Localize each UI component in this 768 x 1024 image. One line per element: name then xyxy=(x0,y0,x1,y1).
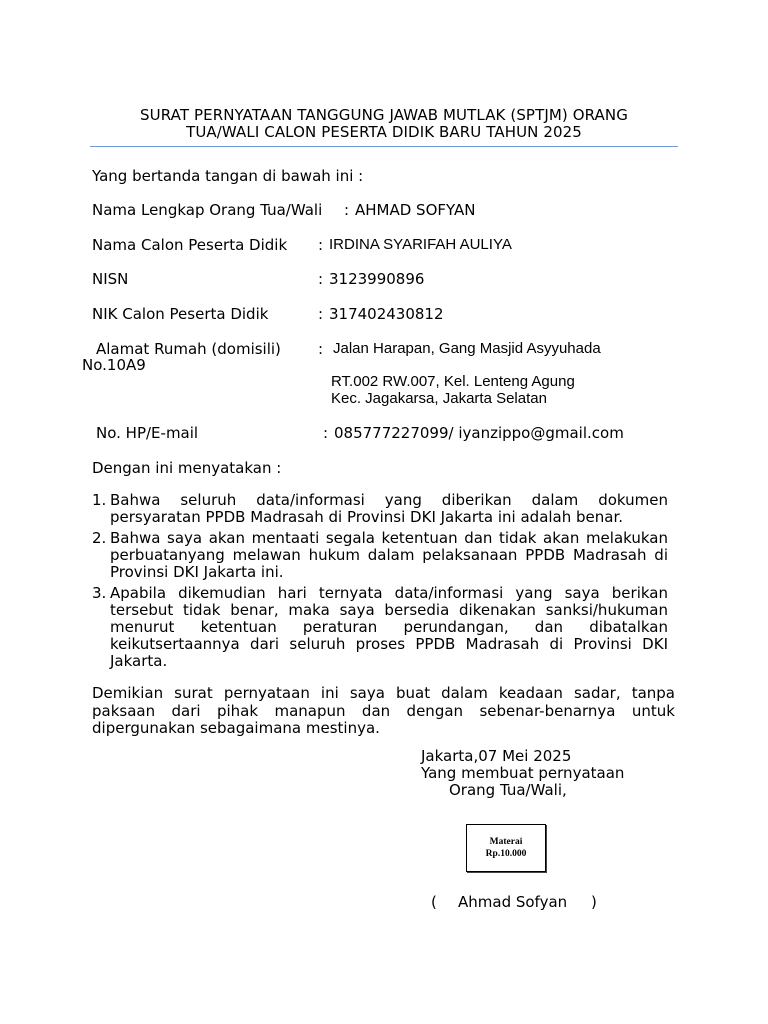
student-name-value: IRDINA SYARIFAH AULIYA xyxy=(329,236,512,253)
statement-number: 1. xyxy=(92,491,107,509)
materai-stamp-box xyxy=(466,824,546,872)
close-parenthesis: ) xyxy=(591,893,597,911)
contact-value: 085777227099/ iyanzippo@gmail.com xyxy=(334,424,624,442)
address-colon: : xyxy=(318,340,324,358)
address-label: Alamat Rumah (domisili) xyxy=(96,340,281,358)
statement-text: Apabila dikemudian hari ternyata data/informasi yang saya berikan tersebut tidak benar, maka saya bersedia dikenakan sanksi/hukuman menurut ketentuan peraturan perundangan, dan dibatalkan keikutsertaannya dari seluruh proses PPDB Madrasah di Provinsi DKI Jakarta. xyxy=(110,584,668,670)
parent-name-colon: : xyxy=(344,201,350,219)
statement-number: 3. xyxy=(92,584,107,602)
signer-title: Yang membuat pernyataan xyxy=(421,764,625,782)
statement-number: 2. xyxy=(92,529,107,547)
declaration-intro: Dengan ini menyatakan : xyxy=(92,459,282,477)
statement-text: Bahwa seluruh data/informasi yang diberikan dalam dokumen persyaratan PPDB Madrasah di Provinsi DKI Jakarta ini adalah benar. xyxy=(110,491,668,526)
nik-value: 317402430812 xyxy=(329,305,444,323)
title-line-2: TUA/WALI CALON PESERTA DIDIK BARU TAHUN 2025 xyxy=(186,123,582,141)
intro-text: Yang bertanda tangan di bawah ini : xyxy=(92,167,364,185)
nisn-colon: : xyxy=(318,270,324,288)
place-date: Jakarta,07 Mei 2025 xyxy=(421,747,572,765)
nik-colon: : xyxy=(318,305,324,323)
signer-name: Ahmad Sofyan xyxy=(458,893,568,911)
closing-paragraph: Demikian surat pernyataan ini saya buat dalam keadaan sadar, tanpa paksaan dari pihak manapun dan dengan sebenar-benarnya untuk dipergunakan sebagaimana mestinya. xyxy=(92,684,675,737)
nik-label: NIK Calon Peserta Didik xyxy=(92,305,269,323)
student-name-label: Nama Calon Peserta Didik xyxy=(92,236,288,254)
address-line-1: Jalan Harapan, Gang Masjid Asyyuhada xyxy=(333,340,601,357)
contact-label: No. HP/E-mail xyxy=(96,424,199,442)
statement-text: Bahwa saya akan mentaati segala ketentuan dan tidak akan melakukan perbuatanyang melawan hukum dalam pelaksanaan PPDB Madrasah di Provinsi DKI Jakarta ini. xyxy=(110,529,668,581)
contact-colon: : xyxy=(323,424,329,442)
document-title xyxy=(90,107,678,141)
parent-name-value: AHMAD SOFYAN xyxy=(355,201,476,219)
address-line-3: Kec. Jagakarsa, Jakarta Selatan xyxy=(331,390,547,407)
open-parenthesis: ( xyxy=(431,893,437,911)
stamp-amount: Rp.10.000 xyxy=(485,849,527,859)
stamp-label: Materai xyxy=(489,837,523,847)
parent-name-label: Nama Lengkap Orang Tua/Wali xyxy=(92,201,323,219)
title-underline xyxy=(90,146,678,147)
nisn-value: 3123990896 xyxy=(329,270,425,288)
address-wrap-text: No.10A9 xyxy=(82,356,146,374)
address-line-2: RT.002 RW.007, Kel. Lenteng Agung xyxy=(331,373,575,390)
student-name-colon: : xyxy=(318,236,324,254)
title-line-1: SURAT PERNYATAAN TANGGUNG JAWAB MUTLAK (SPTJM) ORANG xyxy=(140,106,628,124)
signer-role: Orang Tua/Wali, xyxy=(449,781,567,799)
nisn-label: NISN xyxy=(92,270,129,288)
